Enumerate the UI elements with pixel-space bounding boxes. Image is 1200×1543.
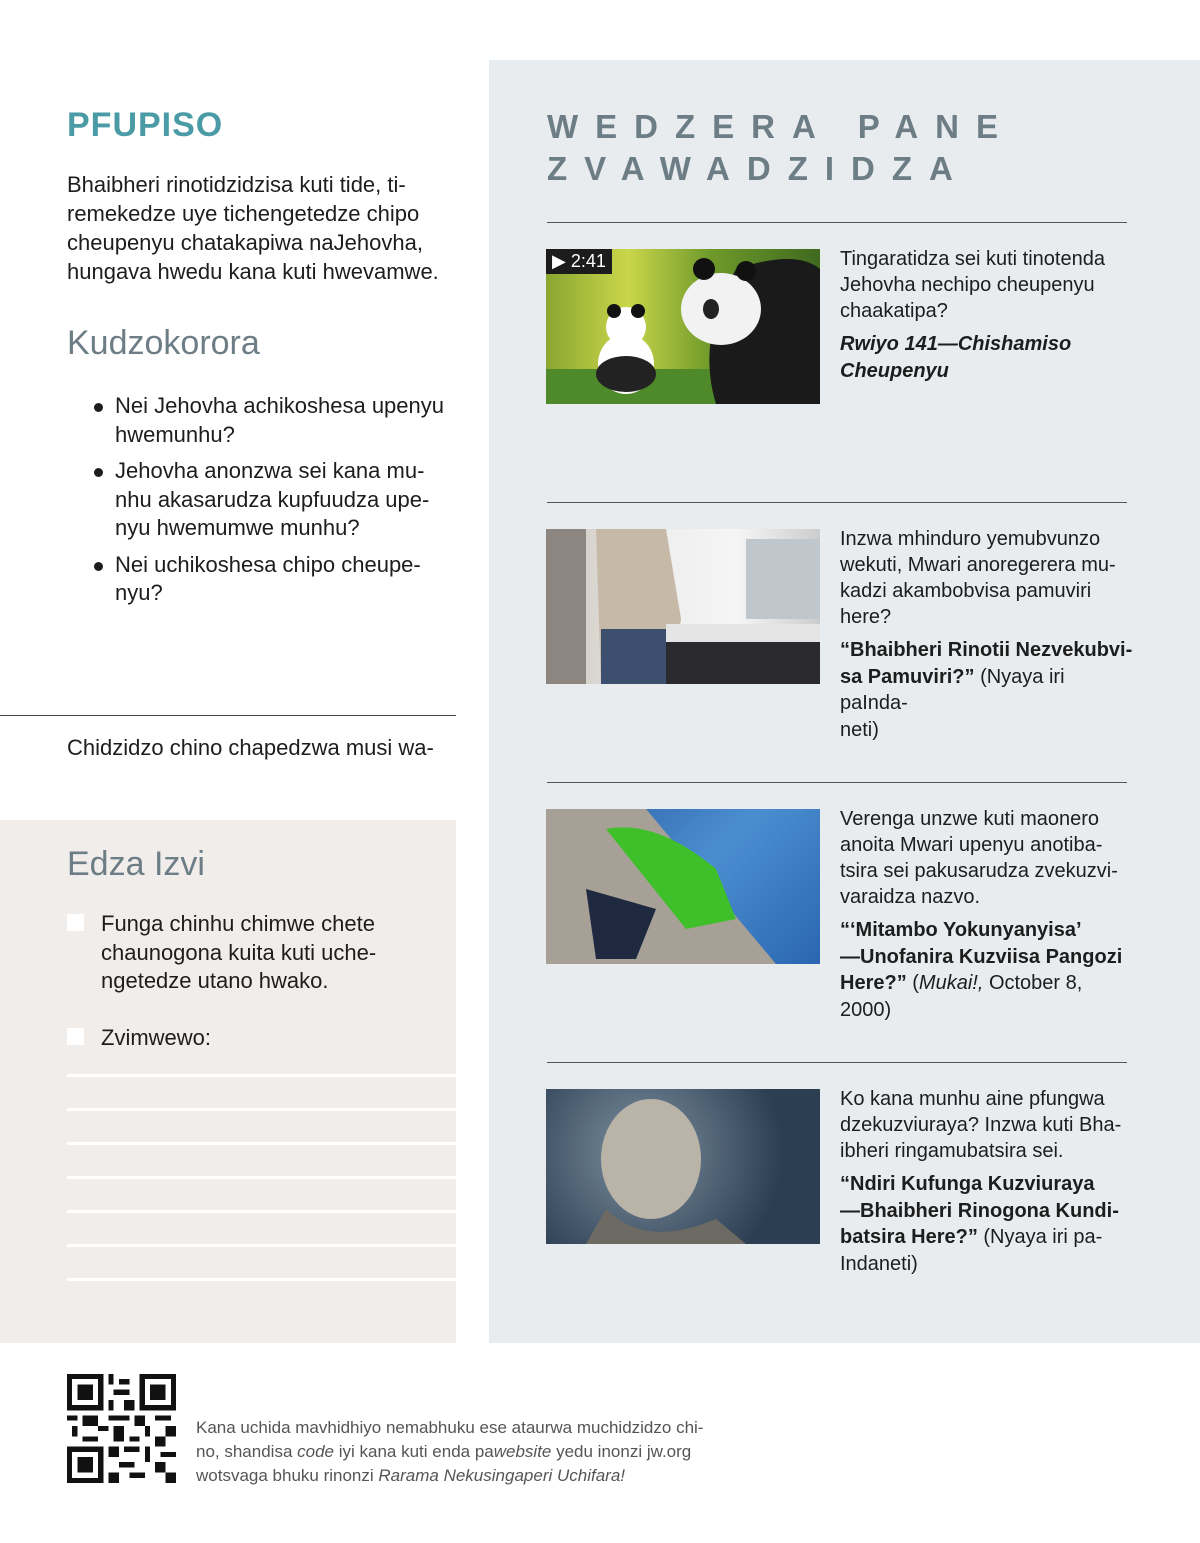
summary-heading: PFUPISO	[67, 106, 224, 144]
statue-head-image[interactable]	[546, 1089, 820, 1244]
pandas-video-thumbnail[interactable]	[546, 249, 820, 404]
review-question: Jehovha anonzwa sei kana mu- nhu akasarudza kupfuudza upe- nyu hwemumwe munhu?	[92, 457, 444, 543]
review-question: Nei uchikoshesa chipo cheupe- nyu?	[92, 551, 444, 608]
review-question: Nei Jehovha achikoshesa upenyu hwemunhu?	[92, 392, 444, 449]
song-link[interactable]: Rwiyo 141—Chishamiso Cheupenyu	[840, 333, 1072, 382]
explore-description: Verenga unzwe kuti maonero anoita Mwari upenyu anotiba- tsira sei pakusarudza zvekuzvi- varaidza nazvo.	[840, 808, 1118, 908]
footer-text-part: Kana uchida mavhidhiyo nemabhuku ese ataurwa muchidzidzo chi- no, shandisa	[196, 1418, 704, 1461]
review-list	[92, 392, 444, 616]
writing-line[interactable]	[67, 1210, 456, 1213]
divider	[547, 222, 1127, 223]
footer-text-part: iyi kana kuti enda pa	[334, 1442, 494, 1461]
footer-note	[196, 1416, 776, 1488]
checkbox[interactable]	[67, 1028, 84, 1045]
try-this-panel	[0, 820, 456, 1343]
article-title[interactable]: “Bhaibheri Rinotii Nezvekubvi- sa Pamuviri?”	[840, 639, 1133, 688]
explore-heading: WEDZERA PANE ZVAWADZIDZA	[547, 108, 1015, 187]
review-heading: Kudzokorora	[67, 324, 260, 362]
article-title[interactable]: “‘Mitambo Yokunyanyisa’ —Unofanira Kuzviisa Pangozi Here?”	[840, 919, 1123, 994]
writing-line[interactable]	[67, 1108, 456, 1111]
article-source: (	[906, 972, 919, 994]
footer-text-part: yedu inonzi jw.org wotsvaga bhuku rinonzi	[196, 1442, 692, 1485]
checkbox-item[interactable]	[67, 1024, 211, 1053]
checkbox-item[interactable]	[67, 910, 376, 996]
explore-item-3	[840, 806, 1135, 1023]
explore-description: Inzwa mhinduro yemubvunzo wekuti, Mwari anoregerera mu- kadzi akambobvisa pamuviri here?	[840, 528, 1116, 628]
book-title: Rarama Nekusingaperi Uchifara!	[378, 1466, 625, 1485]
explore-item-1	[840, 246, 1135, 384]
footer-text-part: code	[297, 1442, 335, 1461]
article-title[interactable]: “Ndiri Kufunga Kuzviuraya —Bhaibheri Rinogona Kundi- batsira Here?”	[840, 1173, 1119, 1248]
try-this-heading: Edza Izvi	[67, 845, 205, 883]
checkbox-label: Funga chinhu chimwe chete chaunogona kuita kuti uche- ngetedze utano hwako.	[101, 911, 377, 993]
footer-text-part: website	[493, 1442, 552, 1461]
writing-line[interactable]	[67, 1074, 456, 1077]
video-duration-badge: ▶ 2:41	[546, 249, 612, 274]
writing-line[interactable]	[67, 1244, 456, 1247]
explore-description: Tingaratidza sei kuti tinotenda Jehovha nechipo cheupenyu chaakatipa?	[840, 248, 1105, 322]
article-date: October 8, 2000)	[840, 972, 1083, 1021]
article-link[interactable]	[840, 917, 1135, 1023]
explore-description: Ko kana munhu aine pfungwa dzekuzviuraya? Inzwa kuti Bha- ibheri ringamubatsira sei.	[840, 1088, 1122, 1162]
article-link[interactable]	[840, 637, 1135, 743]
statue-illustration	[546, 1089, 820, 1244]
divider	[547, 1062, 1127, 1063]
qr-code[interactable]	[67, 1374, 176, 1483]
article-link[interactable]	[840, 1171, 1135, 1277]
divider	[547, 782, 1127, 783]
writing-line[interactable]	[67, 1278, 456, 1281]
explore-item-2	[840, 526, 1135, 743]
magazine-name: Mukai!,	[918, 972, 984, 994]
article-source: (Nyaya iri paInda- neti)	[840, 665, 1065, 741]
divider	[0, 715, 456, 716]
divider	[547, 502, 1127, 503]
article-source: (Nyaya iri pa- Indaneti)	[840, 1226, 1103, 1275]
checkbox-label: Zvimwewo:	[101, 1025, 212, 1050]
writing-line[interactable]	[67, 1176, 456, 1179]
explore-item-4	[840, 1086, 1135, 1277]
summary-text: Bhaibheri rinotidzidzisa kuti tide, ti- remekedze uye tichengetedze chipo cheupenyu chatakapiwa naJehovha, hungava hwedu kana kuti hwevamwe.	[67, 172, 439, 284]
writing-line[interactable]	[67, 1142, 456, 1145]
photo-illustration	[546, 529, 820, 684]
completion-date-line: Chidzidzo chino chapedzwa musi wa-	[67, 735, 434, 760]
photo-illustration	[546, 809, 820, 964]
rock-climber-image[interactable]	[546, 809, 820, 964]
checkbox[interactable]	[67, 914, 84, 931]
pregnant-woman-image[interactable]	[546, 529, 820, 684]
